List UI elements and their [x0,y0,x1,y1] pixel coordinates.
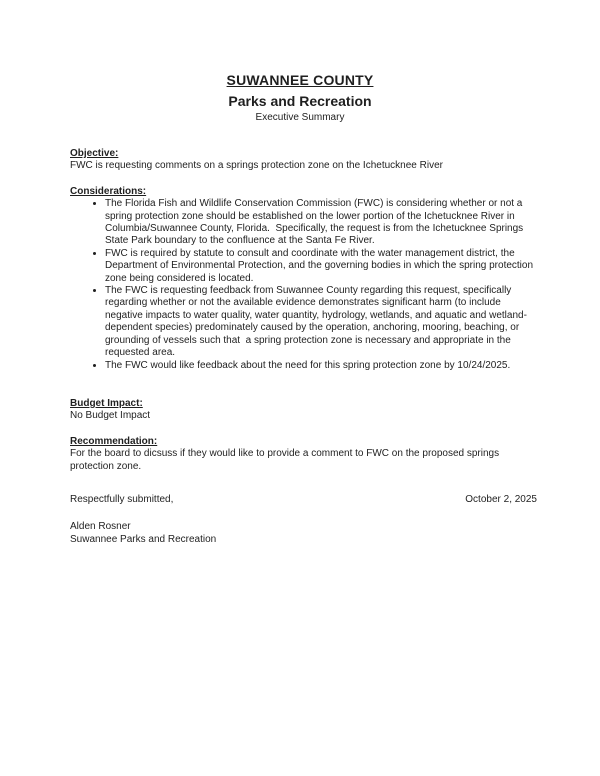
list-item: • FWC is required by statute to consult and coordinate with the water management district, the Department of Environmental Protection, and the governing bodies in which the spring protection zone being considered is located. [105,248,537,285]
signature-block [70,494,537,546]
document-title: SUWANNEE COUNTY [226,72,374,88]
signoff-name-block [70,521,537,546]
document-header [0,0,600,124]
document-type-label: Executive Summary [255,112,345,123]
considerations-section [70,186,537,372]
objective-text: FWC is requesting comments on a springs protection zone on the Ichetucknee River [70,160,443,172]
list-item: • The FWC is requesting feedback from Suwannee County regarding this request, specifically regarding whether or not the available evidence demonstrates significant harm (to include negative impacts to water quality, water quantity, hydrology, wetlands, and aquatic and wetland-dependent species) predominately caused by the operation, anchoring, mooring, beaching, or grounding of vessels such that a spring protection zone is necessary and appropriate in the requested area. [105,285,537,359]
document-date: October 2, 2025 [465,493,537,505]
objective-heading: Objective: [70,148,119,159]
signature-row [70,494,537,506]
recommendation-heading: Recommendation: [70,435,158,447]
recommendation-section [70,436,537,473]
budget-impact-heading: Budget Impact: [70,397,143,409]
objective-section [70,148,537,173]
considerations-heading: Considerations: [70,185,147,197]
signer-name: Alden Rosner [70,521,131,533]
list-item: • The Florida Fish and Wildlife Conservation Commission (FWC) is considering whether or not a spring protection zone should be established on the lower portion of the Ichetucknee River in Columbia/Suwannee County, Florida. Specifically, the request is from the Ichetucknee Springs State Park boundary to the confluence at the Santa Fe River. [105,198,537,248]
salutation-text: Respectfully submitted, [70,493,174,505]
list-item: • The FWC would like feedback about the need for this spring protection zone by 10/24/2025. [105,360,537,372]
budget-impact-text: No Budget Impact [70,410,151,422]
budget-impact-section [70,398,537,423]
signer-organization: Suwannee Parks and Recreation [70,533,217,545]
considerations-list [70,198,537,372]
document-body [70,148,537,546]
document-subtitle: Parks and Recreation [228,93,372,109]
recommendation-text: For the board to dicsuss if they would like to provide a comment to FWC on the proposed springs protection zone. [70,448,502,472]
